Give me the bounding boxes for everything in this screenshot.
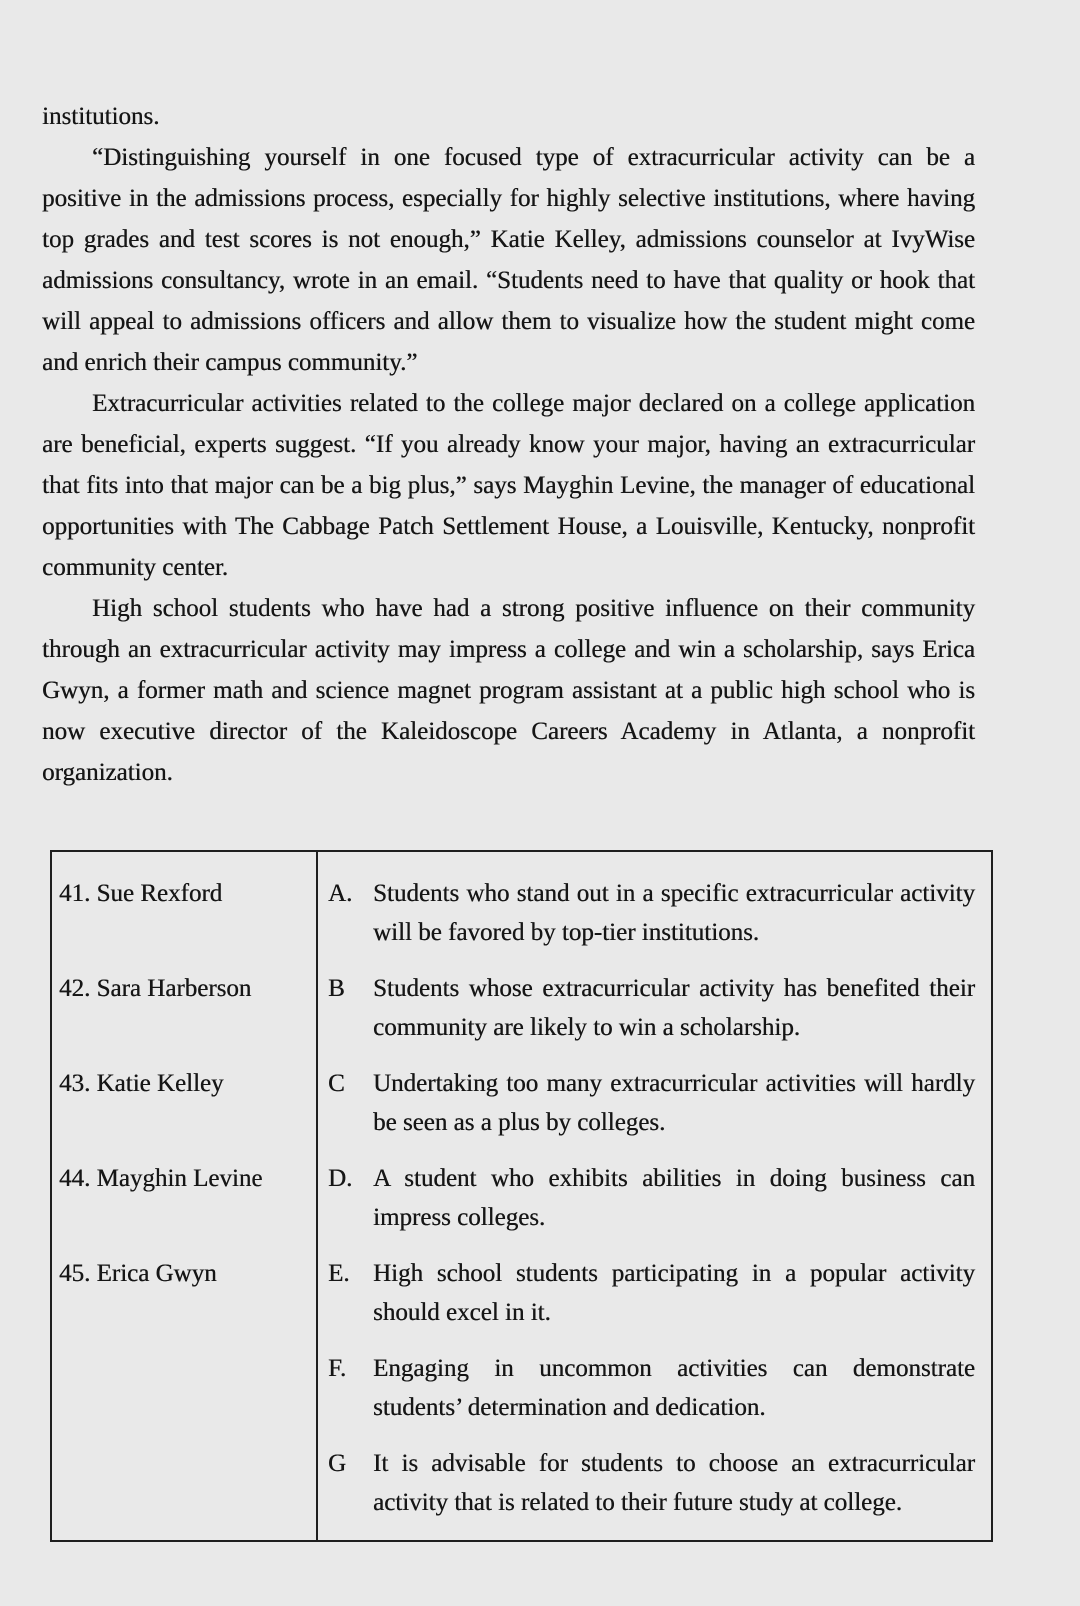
option-text: Engaging in uncommon activities can demonstrate students’ determination and dedication.: [373, 1355, 975, 1421]
option-letter: E.: [328, 1260, 350, 1287]
table-row: [52, 1237, 991, 1332]
options-cell: [318, 1427, 991, 1540]
person-cell: [52, 1237, 318, 1332]
person-label: 41. Sue Rexford: [59, 880, 223, 907]
person-cell: [52, 1142, 318, 1237]
option-letter: A.: [328, 880, 353, 907]
table-row: [52, 1332, 991, 1427]
table-row: [52, 1142, 991, 1237]
paragraph: “Distinguishing yourself in one focused type of extracurricular activity can be a positive in the admissions process, especially for highly selective institutions, where having top grades and test scores is not enough,” Katie Kelley, admissions counselor at IvyWise admissions consultancy, wrote in an email. “Students need to have that quality or hook that will appeal to admissions officers and allow them to visualize how the student might come and enrich their campus community.”: [42, 144, 975, 376]
option-text: High school students participating in a popular activity should excel in it.: [373, 1260, 975, 1326]
person-cell: [52, 1332, 318, 1427]
table-row: [52, 852, 991, 952]
person-cell: [52, 852, 318, 952]
option-letter: F.: [328, 1355, 347, 1382]
person-label: 43. Katie Kelley: [59, 1070, 224, 1097]
table-row: [52, 1427, 991, 1540]
options-cell: [318, 1047, 991, 1142]
table-row: [52, 1047, 991, 1142]
person-label: 42. Sara Harberson: [59, 975, 252, 1002]
article-body: [42, 96, 975, 1542]
option-text: Undertaking too many extracurricular activities will hardly be seen as a plus by colleges.: [373, 1070, 975, 1136]
person-label: 45. Erica Gwyn: [59, 1260, 217, 1287]
person-cell: [52, 952, 318, 1047]
continuation-line: institutions.: [42, 103, 160, 130]
option-text: Students who stand out in a specific extracurricular activity will be favored by top-tier institutions.: [373, 880, 975, 946]
option-text: A student who exhibits abilities in doing business can impress colleges.: [373, 1165, 975, 1231]
person-label: 44. Mayghin Levine: [59, 1165, 263, 1192]
options-cell: [318, 1332, 991, 1427]
table-row: [52, 952, 991, 1047]
options-cell: [318, 952, 991, 1047]
option-letter: C: [328, 1070, 345, 1097]
matching-table: [50, 850, 993, 1542]
option-text: It is advisable for students to choose an extracurricular activity that is related to their future study at college.: [373, 1450, 975, 1516]
person-cell: [52, 1047, 318, 1142]
options-cell: [318, 852, 991, 952]
option-letter: G: [328, 1450, 347, 1477]
option-letter: D.: [328, 1165, 353, 1192]
paragraph: Extracurricular activities related to the college major declared on a college application are beneficial, experts suggest. “If you already know your major, having an extracurricular that fits into that major can be a big plus,” says Mayghin Levine, the manager of educational opportunities with The Cabbage Patch Settlement House, a Louisville, Kentucky, nonprofit community center.: [42, 390, 975, 581]
paragraph: High school students who have had a strong positive influence on their community through an extracurricular activity may impress a college and win a scholarship, says Erica Gwyn, a former math and science magnet program assistant at a public high school who is now executive director of the Kaleidoscope Careers Academy in Atlanta, a nonprofit organization.: [42, 595, 975, 786]
option-letter: B: [328, 975, 345, 1002]
person-cell: [52, 1427, 318, 1540]
option-text: Students whose extracurricular activity has benefited their community are likely to win a scholarship.: [373, 975, 975, 1041]
options-cell: [318, 1237, 991, 1332]
options-cell: [318, 1142, 991, 1237]
